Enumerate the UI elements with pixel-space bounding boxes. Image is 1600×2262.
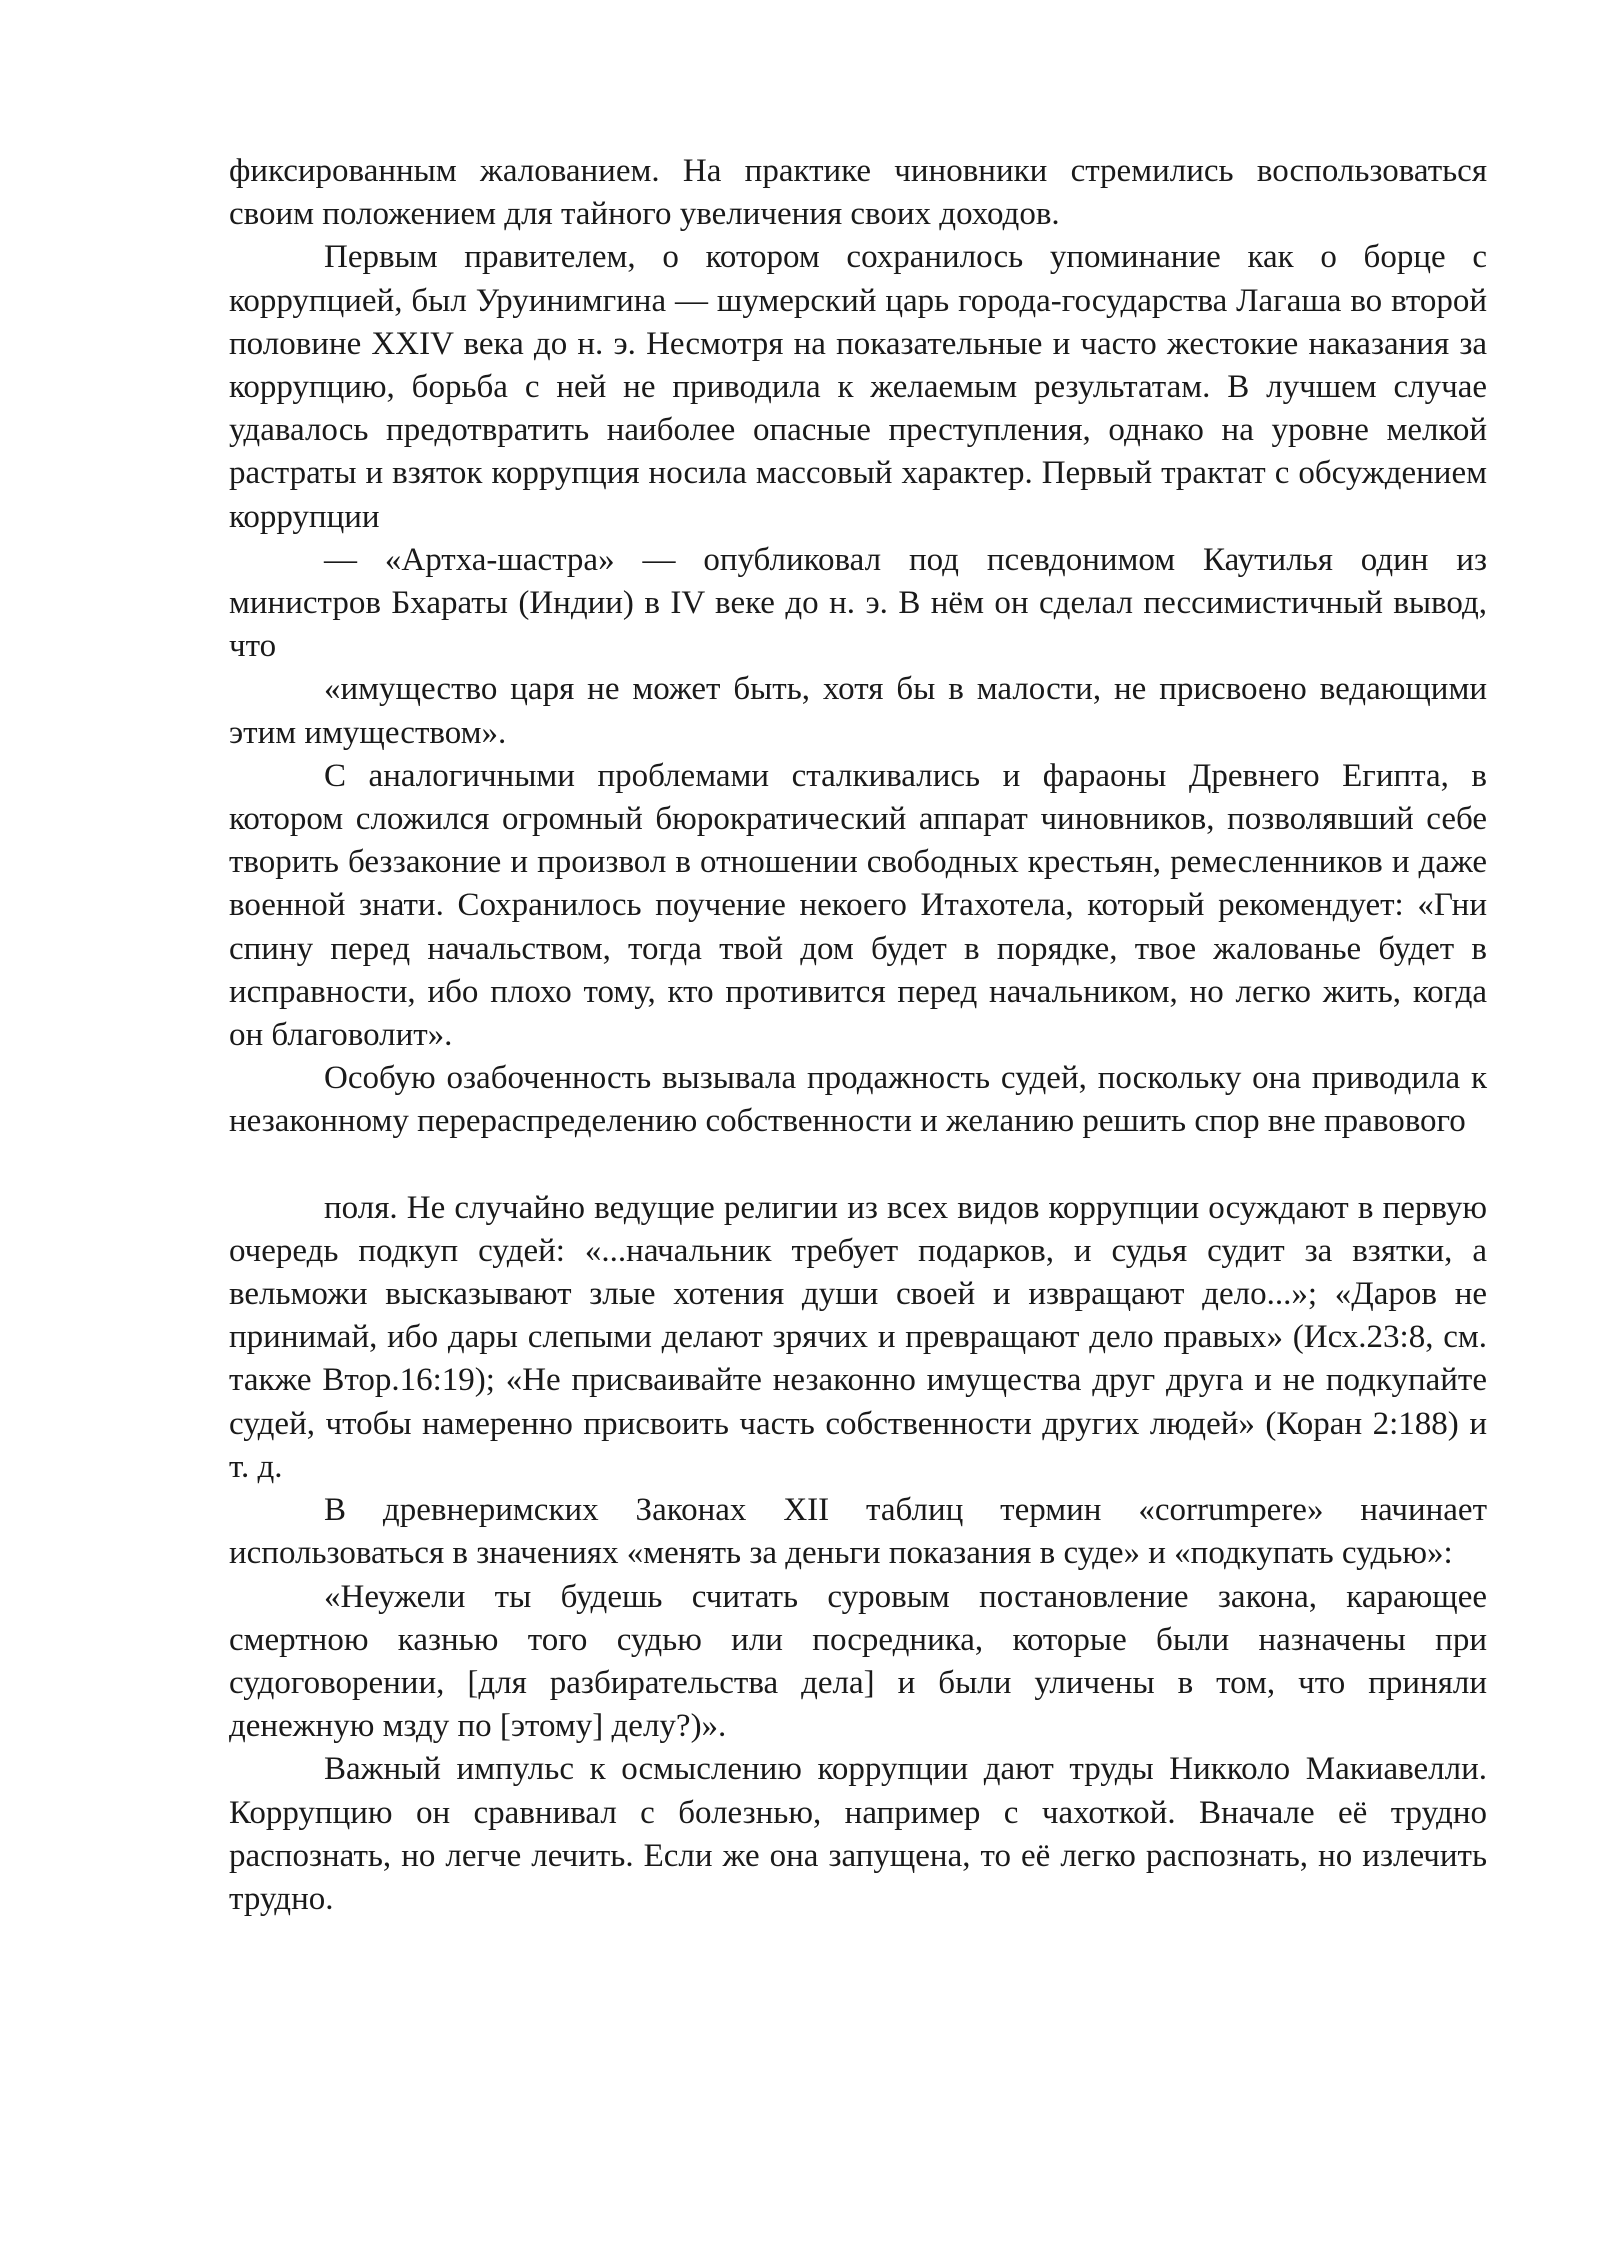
paragraph-1: фиксированным жалованием. На практике чиновники стремились воспользоваться своим положением для тайного увеличения своих доходов. <box>229 153 1487 233</box>
paragraph-7: В древнеримских Законах XII таблиц термин «corrumpere» начинает использоваться в значениях «менять за деньги показания в суде» и «подкупать судью»: <box>229 1492 1487 1572</box>
paragraph-6: поля. Не случайно ведущие религии из всех видов коррупции осуждают в первую очередь подкуп судей: «...начальник требует подарков, и судья судит за взятки, а вельможи высказывают злые хотения души своей и извращают дело...»; «Даров не принимай, ибо дары слепыми делают зрячих и превращают дело правых» (Исх.23:8, см. также Втор.16:19); «Не присваивайте незаконно имущества друг друга и не подкупайте судей, чтобы намеренно присвоить часть собственности других людей» (Коран 2:188) и т. д. <box>229 1189 1487 1485</box>
quote-1: «имущество царя не может быть, хотя бы в малости, не присвоено ведающими этим имуществом». <box>229 671 1487 751</box>
paragraph-5: Особую озабоченность вызывала продажность судей, поскольку она приводила к незаконному перераспределению собственности и желанию решить спор вне правового <box>229 1060 1487 1140</box>
quote-2: «Неужели ты будешь считать суровым постановление закона, карающее смертною казнью того судью или посредника, которые были назначены при судоговорении, [для разбирательства дела] и были уличены в том, что приняли денежную мзду по [этому] делу?)». <box>229 1578 1487 1745</box>
paragraph-3: — «Артха-шастра» — опубликовал под псевдонимом Каутилья один из министров Бхараты (Индии) в IV веке до н. э. В нём он сделал пессимистичный вывод, что <box>229 541 1487 665</box>
blank-line <box>229 1144 1487 1187</box>
document-page <box>229 150 1487 1921</box>
paragraph-4: С аналогичными проблемами сталкивались и фараоны Древнего Египта, в котором сложился огромный бюрократический аппарат чиновников, позволявший себе творить беззаконие и произвол в отношении свободных крестьян, ремесленников и даже военной знати. Сохранилось поучение некоего Итахотела, который рекомендует: «Гни спину перед начальством, тогда твой дом будет в порядке, твое жалованье будет в исправности, ибо плохо тому, кто противится перед начальником, но легко жить, когда он благоволит». <box>229 757 1487 1054</box>
paragraph-2: Первым правителем, о котором сохранилось упоминание как о борце с коррупцией, был Уруинимгина — шумерский царь города-государства Лагаша во второй половине XXIV века до н. э. Несмотря на показательные и часто жестокие наказания за коррупцию, борьба с ней не приводила к желаемым результатам. В лучшем случае удавалось предотвратить наиболее опасные преступления, однако на уровне мелкой растраты и взяток коррупция носила массовый характер. Первый трактат с обсуждением коррупции <box>229 239 1487 535</box>
paragraph-8: Важный импульс к осмыслению коррупции дают труды Никколо Макиавелли. Коррупцию он сравнивал с болезнью, например с чахоткой. Вначале её трудно распознать, но легче лечить. Если же она запущена, то её легко распознать, но излечить трудно. <box>229 1751 1487 1917</box>
